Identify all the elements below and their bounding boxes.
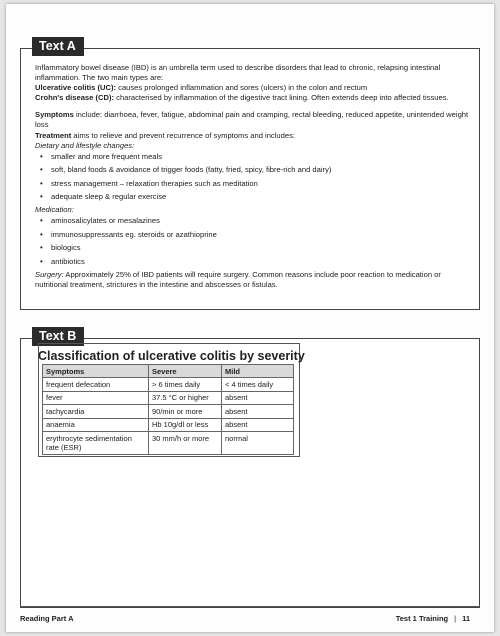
table-row — [43, 391, 294, 404]
table-cell: 30 mm/h or more — [149, 432, 222, 455]
treatment-description: aims to relieve and prevent recurrence of symptoms and includes: — [71, 130, 295, 140]
symptoms-paragraph — [35, 110, 471, 130]
table-cell: erythrocyte sedimentation rate (ESR) — [43, 432, 149, 455]
footer-separator: | — [454, 614, 457, 623]
table-cell: absent — [222, 418, 294, 431]
uc-definition — [35, 83, 471, 93]
medication-heading: Medication: — [35, 205, 74, 215]
table-cell: tachycardia — [43, 405, 149, 418]
table-header-row — [43, 365, 294, 378]
intro-paragraph: Inflammatory bowel disease (IBD) is an umbrella term used to describe disorders that lead to chronic, relapsing intestinal inflammation. The two main types are: — [35, 63, 441, 83]
symptoms-term: Symptoms — [35, 110, 74, 120]
uc-description: causes prolonged inflammation and sores (ulcers) in the colon and rectum — [116, 83, 368, 93]
footer-right — [396, 614, 470, 623]
table-cell: > 6 times daily — [149, 378, 222, 391]
table-cell: absent — [222, 405, 294, 418]
cd-term: Crohn's disease (CD): — [35, 93, 115, 103]
list-item: • immunosuppressants eg. steroids or azathioprine — [35, 230, 471, 240]
table-cell: < 4 times daily — [222, 378, 294, 391]
text-a-content — [35, 63, 471, 290]
surgery-paragraph — [35, 270, 471, 290]
list-item: • biologics — [35, 243, 471, 253]
list-item: • adequate sleep & regular exercise — [35, 192, 471, 202]
table-row — [43, 405, 294, 418]
table-row — [43, 378, 294, 391]
table-title: Classification of ulcerative colitis by severity — [38, 349, 305, 363]
footer-rule — [20, 606, 480, 607]
severity-table — [42, 364, 294, 455]
table-cell: 37.5 °C or higher — [149, 391, 222, 404]
surgery-description: Approximately 25% of IBD patients will require surgery. Common reasons include poor reaction to medication or nutritional treatment, strictures in the intestine and abscesses or fistulas. — [35, 269, 441, 290]
text-a-label: Text A — [32, 37, 84, 56]
table-row — [43, 432, 294, 455]
surgery-term: Surgery: — [35, 269, 64, 279]
footer-section-label: Reading Part A — [20, 614, 74, 623]
treatment-term: Treatment — [35, 130, 72, 140]
table-cell: absent — [222, 391, 294, 404]
list-item: • aminosalicylates or mesalazines — [35, 216, 471, 226]
cd-definition — [35, 93, 471, 103]
symptoms-description: include: diarrhoea, fever, fatigue, abdominal pain and cramping, rectal bleeding, reduced appetite, unintended weight loss — [35, 110, 469, 130]
table-row — [43, 418, 294, 431]
footer-test-label: Test 1 Training — [395, 614, 449, 623]
table-cell: anaemia — [43, 418, 149, 431]
diet-heading: Dietary and lifestyle changes: — [35, 140, 135, 150]
table-cell: 90/min or more — [149, 405, 222, 418]
list-item: • antibiotics — [35, 257, 471, 267]
table-cell: normal — [222, 432, 294, 455]
column-header: Severe — [149, 365, 222, 378]
text-a-box — [20, 48, 480, 310]
uc-term: Ulcerative colitis (UC): — [35, 83, 117, 93]
table-cell: Hb 10g/dl or less — [149, 418, 222, 431]
column-header: Symptoms — [43, 365, 149, 378]
list-item: • stress management – relaxation therapies such as meditation — [35, 179, 471, 189]
table-cell: frequent defecation — [43, 378, 149, 391]
text-b-label: Text B — [32, 327, 84, 346]
table-cell: fever — [43, 391, 149, 404]
cd-description: characterised by inflammation of the digestive tract lining. Often extends deep into affected tissues. — [114, 93, 449, 103]
treatment-paragraph — [35, 131, 471, 141]
list-item: • smaller and more frequent meals — [35, 152, 471, 162]
medication-list — [35, 216, 471, 266]
page-number: 11 — [462, 614, 470, 623]
diet-list — [35, 152, 471, 202]
list-item: • soft, bland foods & avoidance of trigger foods (fatty, fried, spicy, fibre-rich and dairy) — [35, 165, 471, 175]
column-header: Mild — [222, 365, 294, 378]
